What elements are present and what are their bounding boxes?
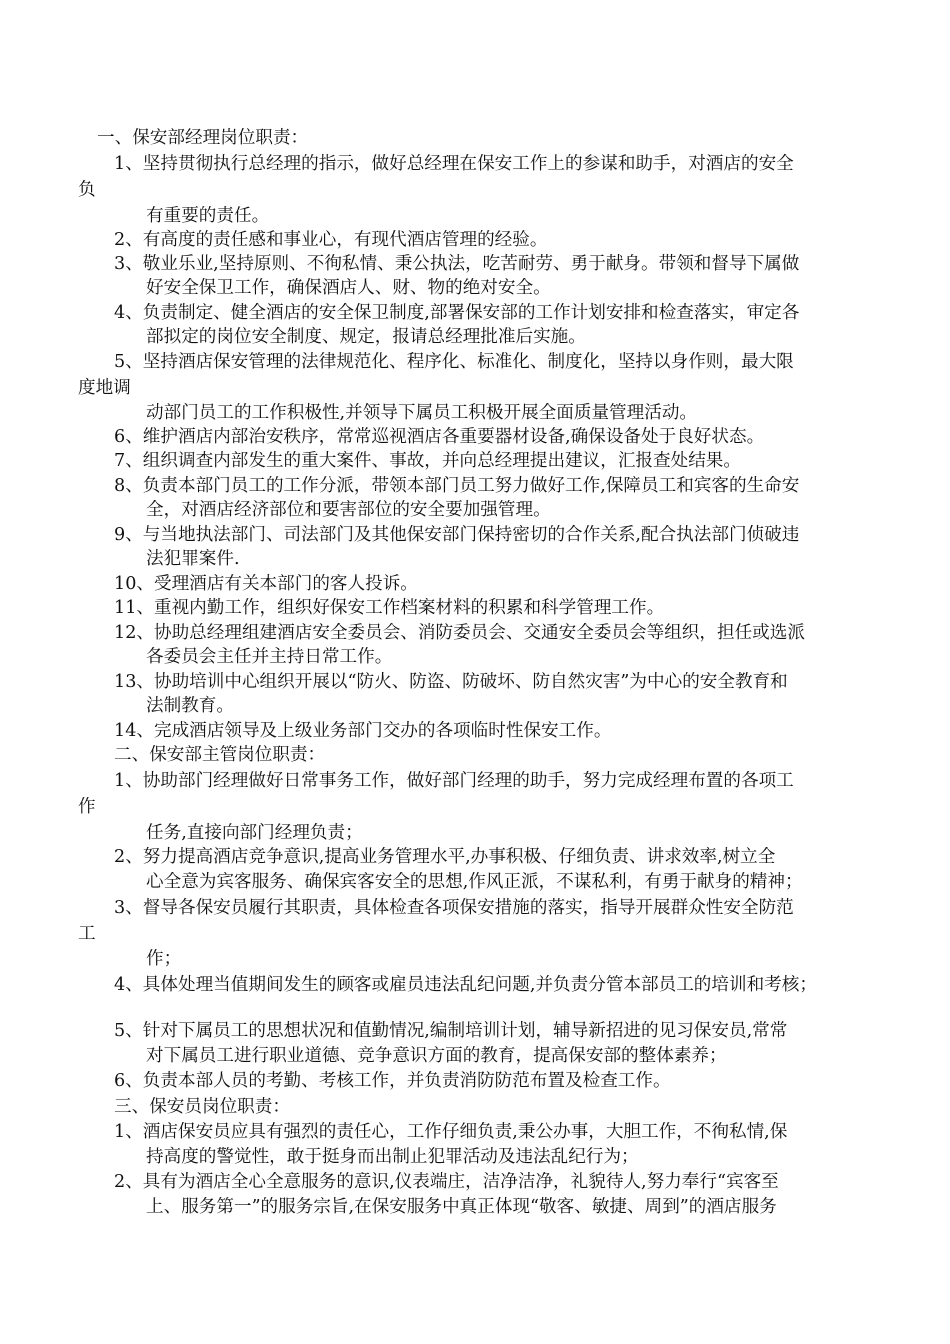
list-item-wrap: 工	[78, 924, 96, 944]
list-item-continuation: 全，对酒店经济部位和要害部位的安全要加强管理。	[146, 500, 551, 520]
list-item: 1、酒店保安员应具有强烈的责任心，工作仔细负责,秉公办事，大胆工作，不徇私情,保	[114, 1122, 788, 1142]
list-item-continuation: 法犯罪案件.	[146, 549, 240, 569]
list-item: 12、协助总经理组建酒店安全委员会、消防委员会、交通安全委员会等组织，担任或选派	[114, 623, 805, 643]
list-item-continuation: 上、服务第一”的服务宗旨,在保安服务中真正体现“敬客、敏捷、周到”的酒店服务	[146, 1197, 777, 1217]
section-heading: 二、保安部主管岗位职责：	[114, 745, 326, 765]
list-item-continuation: 动部门员工的工作积极性,并领导下属员工积极开展全面质量管理活动。	[146, 403, 698, 423]
list-item-continuation: 好安全保卫工作，确保酒店人、财、物的绝对安全。	[146, 278, 551, 298]
list-item-continuation: 持高度的警觉性，敢于挺身而出制止犯罪活动及违法乱纪行为；	[146, 1147, 639, 1167]
list-item-continuation: 任务,直接向部门经理负责；	[146, 823, 363, 843]
list-item-continuation: 作；	[146, 949, 182, 969]
list-item: 5、坚持酒店保安管理的法律规范化、程序化、标准化、制度化，坚持以身作则，最大限	[114, 352, 794, 372]
list-item-continuation: 法制教育。	[146, 696, 234, 716]
list-item: 13、协助培训中心组织开展以“防火、防盗、防破坏、防自然灾害”为中心的安全教育和	[114, 672, 788, 692]
list-item: 1、坚持贯彻执行总经理的指示，做好总经理在保安工作上的参谋和助手，对酒店的安全	[114, 154, 794, 174]
list-item: 2、有高度的责任感和事业心，有现代酒店管理的经验。	[114, 230, 548, 250]
list-item: 10、受理酒店有关本部门的客人投诉。	[114, 574, 418, 594]
list-item: 14、完成酒店领导及上级业务部门交办的各项临时性保安工作。	[114, 721, 612, 741]
list-item: 4、负责制定、健全酒店的安全保卫制度,部署保安部的工作计划安排和检查落实，审定各	[114, 303, 800, 323]
list-item: 7、组织调查内部发生的重大案件、事故，并向总经理提出建议，汇报查处结果。	[114, 451, 741, 471]
list-item-wrap: 作	[78, 797, 96, 817]
list-item: 5、针对下属员工的思想状况和值勤情况,编制培训计划，辅导新招进的见习保安员,常常	[114, 1021, 788, 1041]
list-item-continuation: 部拟定的岗位安全制度、规定，报请总经理批准后实施。	[146, 327, 586, 347]
list-item: 4、具体处理当值期间发生的顾客或雇员违法乱纪问题,并负责分管本部员工的培训和考核；	[114, 975, 817, 995]
list-item: 2、努力提高酒店竞争意识,提高业务管理水平,办事积极、仔细负责、讲求效率,树立全	[114, 847, 776, 867]
list-item: 6、维护酒店内部治安秩序，常常巡视酒店各重要器材设备,确保设备处于良好状态。	[114, 427, 765, 447]
list-item: 8、负责本部门员工的工作分派，带领本部门员工努力做好工作,保障员工和宾客的生命安	[114, 476, 800, 496]
list-item: 9、与当地执法部门、司法部门及其他保安部门保持密切的合作关系,配合执法部门侦破违	[114, 525, 800, 545]
list-item: 11、重视内勤工作，组织好保安工作档案材料的积累和科学管理工作。	[114, 598, 665, 618]
list-item-continuation: 各委员会主任并主持日常工作。	[146, 647, 393, 667]
list-item: 3、敬业乐业,坚持原则、不徇私情、秉公执法，吃苦耐劳、勇于献身。带领和督导下属做	[114, 254, 800, 274]
section-heading: 一、保安部经理岗位职责：	[97, 128, 309, 148]
list-item: 2、具有为酒店全心全意服务的意识,仪表端庄，洁净洁净，礼貌待人,努力奉行“宾客至	[114, 1172, 779, 1192]
list-item-continuation: 有重要的责任。	[146, 206, 270, 226]
list-item: 3、督导各保安员履行其职责，具体检查各项保安措施的落实，指导开展群众性安全防范	[114, 898, 794, 918]
list-item: 6、负责本部人员的考勤、考核工作，并负责消防防范布置及检查工作。	[114, 1071, 671, 1091]
list-item-continuation: 心全意为宾客服务、确保宾客安全的思想,作风正派，不谋私利，有勇于献身的精神；	[146, 872, 803, 892]
section-heading: 三、保安员岗位职责：	[114, 1097, 290, 1117]
list-item-wrap: 负	[78, 180, 96, 200]
list-item-continuation: 对下属员工进行职业道德、竞争意识方面的教育，提高保安部的整体素养；	[146, 1046, 727, 1066]
list-item-wrap: 度地调	[78, 378, 131, 398]
list-item: 1、协助部门经理做好日常事务工作，做好部门经理的助手，努力完成经理布置的各项工	[114, 771, 794, 791]
